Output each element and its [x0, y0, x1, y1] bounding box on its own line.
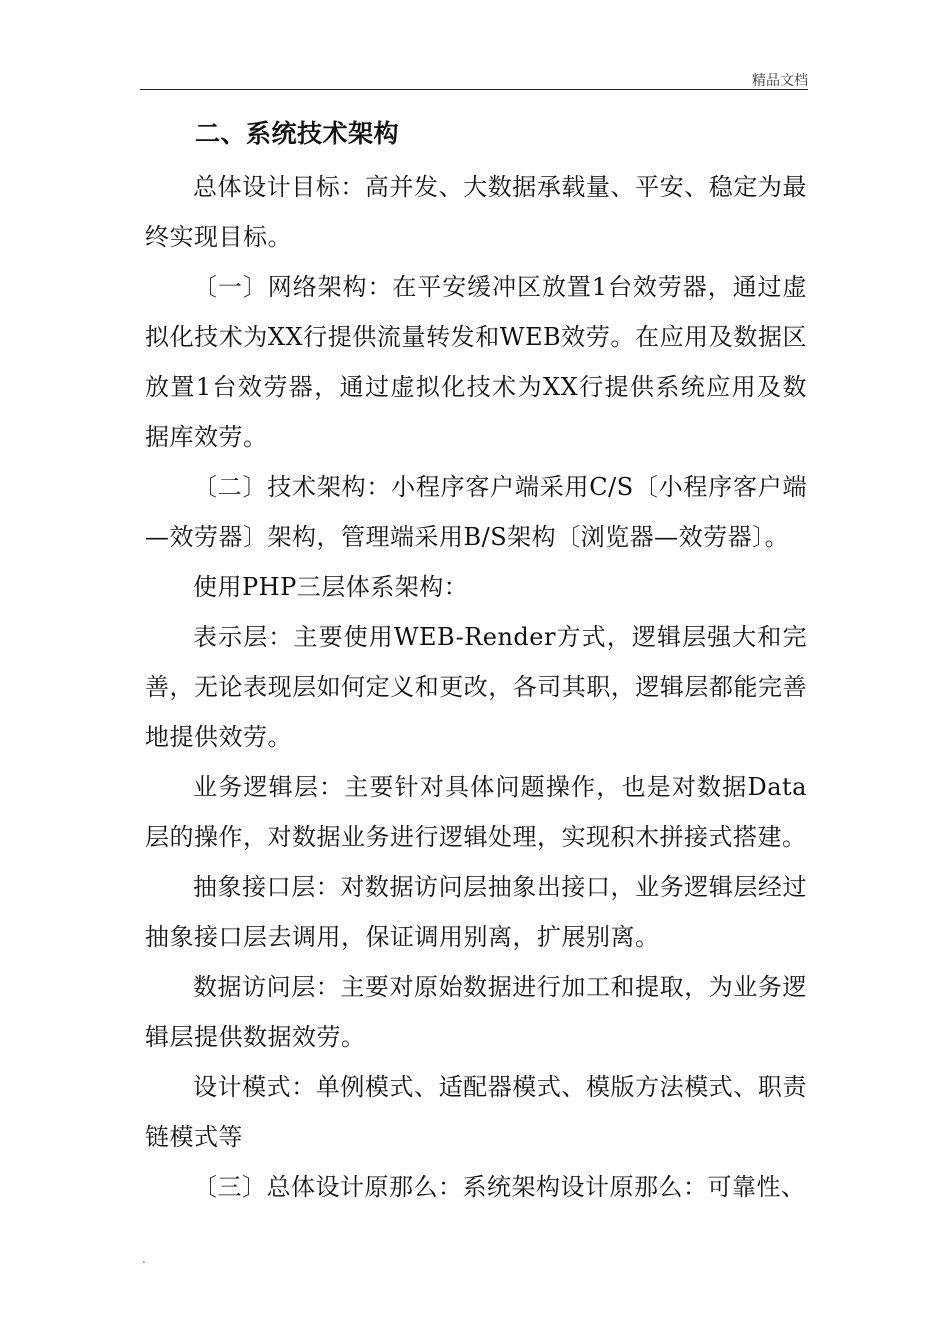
paragraph-design-patterns: 设计模式：单例模式、适配器模式、模版方法模式、职责链模式等: [145, 1073, 807, 1151]
page-header-label: 精品文档: [752, 73, 808, 89]
document-body: [145, 112, 807, 1212]
paragraph-business-logic-layer: 业务逻辑层：主要针对具体问题操作，也是对数据Data层的操作，对数据业务进行逻辑处理，实现积木拼接式搭建。: [145, 773, 807, 851]
paragraph-php-three-tier: 使用PHP三层体系架构：: [193, 573, 469, 601]
paragraph-presentation-layer: 表示层：主要使用WEB-Render方式，逻辑层强大和完善，无论表现层如何定义和更改，各司其职，逻辑层都能完善地提供效劳。: [145, 623, 807, 751]
paragraph-network-architecture: 〔一〕网络架构：在平安缓冲区放置1台效劳器，通过虚拟化技术为XX行提供流量转发和WEB效劳。在应用及数据区放置1台效劳器，通过虚拟化技术为XX行提供系统应用及数据库效劳。: [145, 273, 807, 451]
paragraph-design-goal: 总体设计目标：高并发、大数据承载量、平安、稳定为最终实现目标。: [145, 173, 807, 251]
header-divider: [140, 89, 808, 90]
paragraph-technical-architecture: 〔二〕技术架构：小程序客户端采用C/S〔小程序客户端—效劳器〕架构，管理端采用B/S架构〔浏览器—效劳器〕。: [145, 473, 807, 551]
section-heading: 二、系统技术架构: [195, 119, 400, 148]
paragraph-design-principles: 〔三〕总体设计原那么：系统架构设计原那么：可靠性、: [193, 1173, 806, 1201]
paragraph-abstract-interface-layer: 抽象接口层：对数据访问层抽象出接口，业务逻辑层经过抽象接口层去调用，保证调用别离，扩展别离。: [145, 873, 807, 951]
footer-mark: .: [142, 1252, 146, 1266]
paragraph-data-access-layer: 数据访问层：主要对原始数据进行加工和提取，为业务逻辑层提供数据效劳。: [145, 973, 807, 1051]
